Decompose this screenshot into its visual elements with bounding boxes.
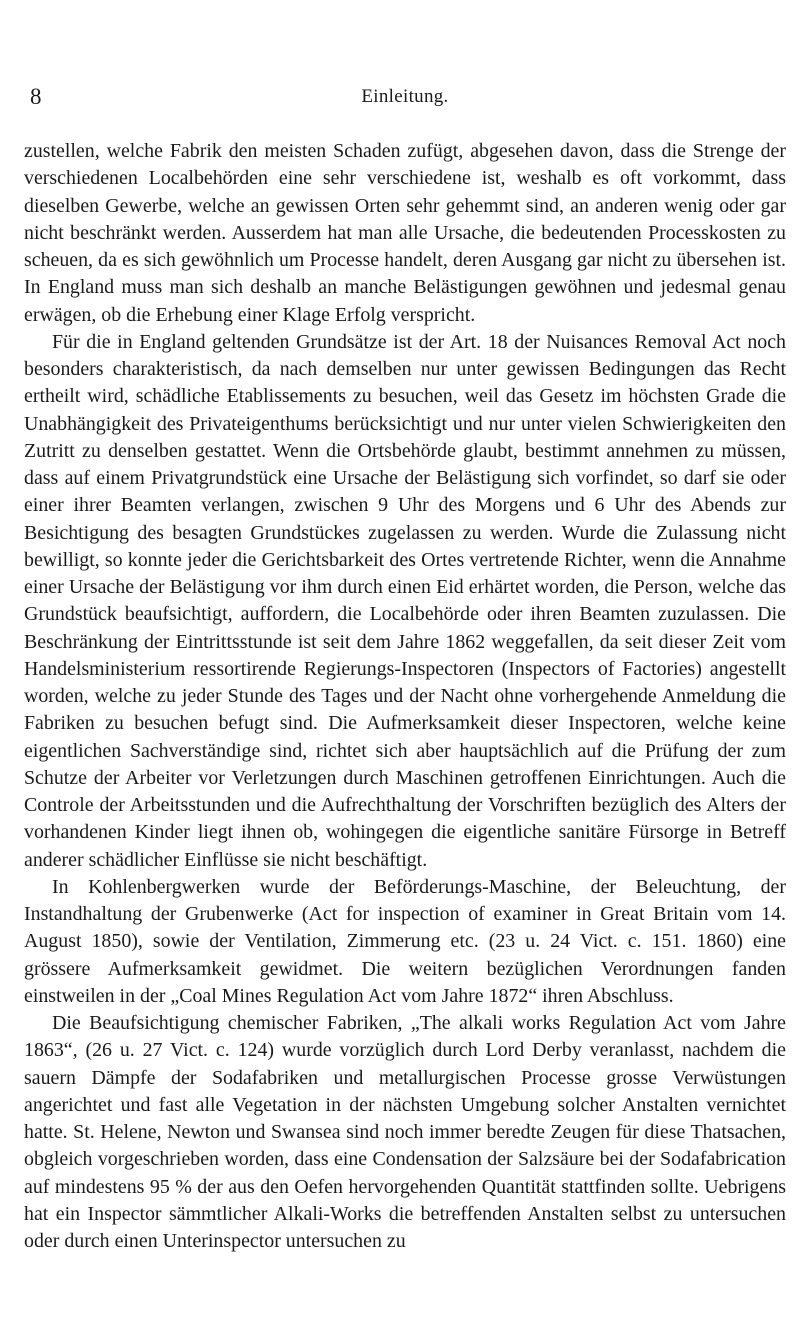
paragraph: In Kohlenbergwerken wurde der Beförderungs-Maschine, der Beleuchtung, der Instandhaltung der Grubenwerke (Act for inspection of examiner in Great Britain vom 14. August 1850), sowie der Ventilation, Zimmerung etc. (23 u. 24 Vict. c. 151. 1860) eine grössere Aufmerksamkeit gewidmet. Die weitern bezüglichen Verordnungen fanden einstweilen in der „Coal Mines Regulation Act vom Jahre 1872“ ihren Abschluss. — [24, 875, 786, 1007]
page-number: 8 — [30, 84, 42, 109]
paragraph: zustellen, welche Fabrik den meisten Schaden zufügt, abgesehen davon, dass die Strenge der verschiedenen Localbehörden eine sehr verschiedene ist, weshalb es oft vorkommt, dass dieselben Gewerbe, welche an gewissen Orten sehr gehemmt sind, an anderen wenig oder gar nicht beschränkt werden. Ausserdem hat man alle Ursache, die bedeutenden Processkosten zu scheuen, da es sich gewöhnlich um Processe handelt, deren Ausgang gar nicht zu übersehen ist. In England muss man sich deshalb an manche Belästigungen gewöhnen und jedesmal genau erwägen, ob die Erhebung einer Klage Erfolg verspricht. — [24, 140, 786, 326]
body-text — [24, 138, 786, 1255]
paragraph: Für die in England geltenden Grundsätze ist der Art. 18 der Nuisances Removal Act noch besonders charakteristisch, da nach demselben nur unter gewissen Bedingungen das Recht ertheilt wird, schädliche Etablissements zu besuchen, weil das Gesetz im höchsten Grade die Unabhängigkeit des Privateigenthums berücksichtigt und nur unter vielen Schwierigkeiten den Zutritt zu denselben gestattet. Wenn die Ortsbehörde glaubt, bestimmt annehmen zu müssen, dass auf einem Privatgrundstück eine Ursache der Belästigung sich vorfindet, so darf sie oder einer ihrer Beamten verlangen, zwischen 9 Uhr des Morgens und 6 Uhr des Abends zur Besichtigung des besagten Grundstückes zugelassen zu werden. Wurde die Zulassung nicht bewilligt, so konnte jeder die Gerichtsbarkeit des Ortes vertretende Richter, wenn die Annahme einer Ursache der Belästigung vor ihm durch einen Eid erhärtet worden, die Person, welche das Grundstück beaufsichtigt, auffordern, die Localbehörde oder ihren Beamten zuzulassen. Die Beschränkung der Eintrittsstunde ist seit dem Jahre 1862 weggefallen, da seit dieser Zeit vom Handelsministerium ressortirende Regierungs-Inspectoren (Inspectors of Factories) angestellt worden, welche zu jeder Stunde des Tages und der Nacht ohne vorhergehende Anmeldung die Fabriken zu besuchen befugt sind. Die Aufmerksamkeit dieser Inspectoren, welche keine eigentlichen Sachverständige sind, richtet sich aber hauptsächlich auf die Prüfung der zum Schutze der Arbeiter vor Verletzungen durch Maschinen getroffenen Einrichtungen. Auch die Controle der Arbeitsstunden und die Aufrechthaltung der Vorschriften bezüglich des Alters der vorhandenen Kinder liegt ihnen ob, wohingegen die eigentliche sanitäre Fürsorge in Betreff anderer schädlicher Einflüsse sie nicht beschäftigt. — [24, 330, 786, 871]
book-page — [24, 0, 786, 1330]
page-header — [24, 82, 786, 116]
paragraph: Die Beaufsichtigung chemischer Fabriken, „The alkali works Regulation Act vom Jahre 1863“, (26 u. 27 Vict. c. 124) wurde vorzüglich durch Lord Derby veranlasst, nachdem die sauern Dämpfe der Sodafabriken und metallurgischen Processe grosse Verwüstungen angerichtet und fast alle Vegetation in der nächsten Umgebung solcher Anstalten vernichtet hatte. St. Helene, Newton und Swansea sind noch immer beredte Zeugen für diese Thatsachen, obgleich vorgeschrieben worden, dass eine Condensation der Salzsäure bei der Sodafabrication auf mindestens 95 % der aus den Oefen hervorgehenden Quantität stattfinden sollte. Uebrigens hat ein Inspector sämmtlicher Alkali-Works die betreffenden Anstalten selbst zu untersuchen oder durch einen Unterinspector untersuchen zu — [24, 1012, 786, 1252]
running-title: Einleitung. — [361, 86, 449, 107]
